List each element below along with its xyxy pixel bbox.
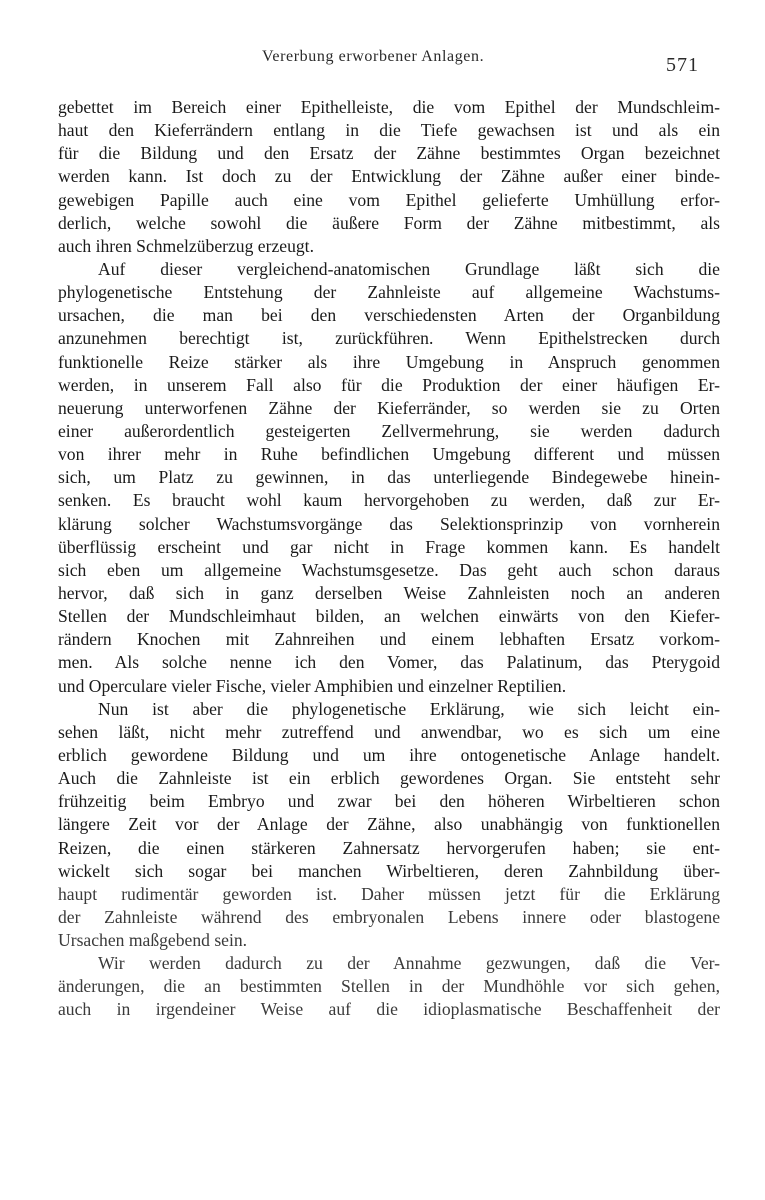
text-line: klärung solcher Wachstumsvorgänge das Selektionsprinzip von vornherein: [58, 513, 720, 534]
text-line: ursachen, die man bei den verschiedensten Arten der Organbildung: [58, 305, 720, 326]
text-line: funktionelle Reize stärker als ihre Umgebung in Anspruch genommen: [58, 351, 720, 372]
text-line: haupt rudimentär geworden ist. Daher müssen jetzt für die Erklärung: [58, 883, 720, 904]
text-line: men. Als solche nenne ich den Vomer, das Palatinum, das Pterygoid: [58, 652, 720, 673]
text-line: längere Zeit vor der Anlage der Zähne, also unabhängig von funktionellen: [58, 814, 720, 835]
text-line: auch in irgendeiner Weise auf die idioplasmatische Beschaffenheit der: [58, 999, 720, 1020]
text-line: gewebigen Papille auch eine vom Epithel gelieferte Umhüllung erfor-: [58, 189, 720, 210]
text-line: auch ihren Schmelzüberzug erzeugt.: [58, 235, 314, 256]
text-line: sich, um Platz zu gewinnen, in das unterliegende Bindegewebe hinein-: [58, 467, 720, 488]
text-line: änderungen, die an bestimmten Stellen in der Mundhöhle vor sich gehen,: [58, 976, 720, 997]
text-line: haut den Kieferrändern entlang in die Tiefe gewachsen ist und als ein: [58, 120, 720, 141]
page-header: [0, 44, 765, 84]
text-line: Auch die Zahnleiste ist ein erblich gewordenes Organ. Sie entsteht sehr: [58, 768, 720, 789]
text-line: rändern Knochen mit Zahnreihen und einem lebhaften Ersatz vorkom-: [58, 629, 720, 650]
text-line: und Operculare vieler Fische, vieler Amphibien und einzelner Reptilien.: [58, 675, 567, 696]
text-line: Nun ist aber die phylogenetische Erklärung, wie sich leicht ein-: [98, 698, 720, 719]
text-line: wickelt sich sogar bei manchen Wirbeltieren, deren Zahnbildung über-: [58, 860, 720, 881]
text-line: derlich, welche sowohl die äußere Form der Zähne mitbestimmt, als: [58, 212, 720, 233]
body-text: [58, 96, 720, 1022]
paragraph: [58, 96, 720, 258]
text-line: Ursachen maßgebend sein.: [58, 930, 248, 951]
text-line: überflüssig erscheint und gar nicht in Frage kommen kann. Es handelt: [58, 536, 720, 557]
text-line: Wir werden dadurch zu der Annahme gezwungen, daß die Ver-: [98, 953, 720, 974]
text-line: anzunehmen berechtigt ist, zurückführen. Wenn Epithelstrecken durch: [58, 328, 720, 349]
text-line: einer außerordentlich gesteigerten Zellvermehrung, sie werden dadurch: [58, 420, 720, 441]
text-line: werden kann. Ist doch zu der Entwicklung der Zähne außer einer binde-: [58, 166, 720, 187]
text-line: phylogenetische Entstehung der Zahnleiste auf allgemeine Wachstums-: [58, 282, 720, 303]
text-line: für die Bildung und den Ersatz der Zähne bestimmtes Organ bezeichnet: [58, 143, 720, 164]
paragraph: [58, 952, 720, 1021]
text-line: sich eben um allgemeine Wachstumsgesetze. Das geht auch schon daraus: [58, 559, 720, 580]
text-line: der Zahnleiste während des embryonalen Lebens innere oder blastogene: [58, 906, 720, 927]
text-line: von ihrer mehr in Ruhe befindlichen Umgebung different und müssen: [58, 444, 720, 465]
text-line: neuerung unterworfenen Zähne der Kieferränder, so werden sie zu Orten: [58, 397, 720, 418]
text-line: werden, in unserem Fall also für die Produktion der einer häufigen Er-: [58, 374, 720, 395]
text-line: Auf dieser vergleichend-anatomischen Grundlage läßt sich die: [98, 258, 720, 279]
text-line: Reizen, die einen stärkeren Zahnersatz hervorgerufen haben; sie ent-: [58, 837, 720, 858]
text-line: sehen läßt, nicht mehr zutreffend und anwendbar, wo es sich um eine: [58, 721, 720, 742]
text-line: frühzeitig beim Embryo und zwar bei den höheren Wirbeltieren schon: [58, 791, 720, 812]
running-head: Vererbung erworbener Anlagen.: [262, 48, 485, 65]
page-number: 571: [666, 54, 699, 76]
text-line: senken. Es braucht wohl kaum hervorgehoben zu werden, daß zur Er-: [58, 490, 720, 511]
paragraph: [58, 698, 720, 953]
text-line: hervor, daß sich in ganz derselben Weise Zahnleisten noch an anderen: [58, 582, 720, 603]
text-line: gebettet im Bereich einer Epithelleiste, die vom Epithel der Mundschleim-: [58, 97, 720, 117]
text-line: erblich gewordene Bildung und um ihre ontogenetische Anlage handelt.: [58, 744, 720, 765]
paragraph: [58, 258, 720, 698]
text-line: Stellen der Mundschleimhaut bilden, an welchen einwärts von den Kiefer-: [58, 606, 720, 627]
